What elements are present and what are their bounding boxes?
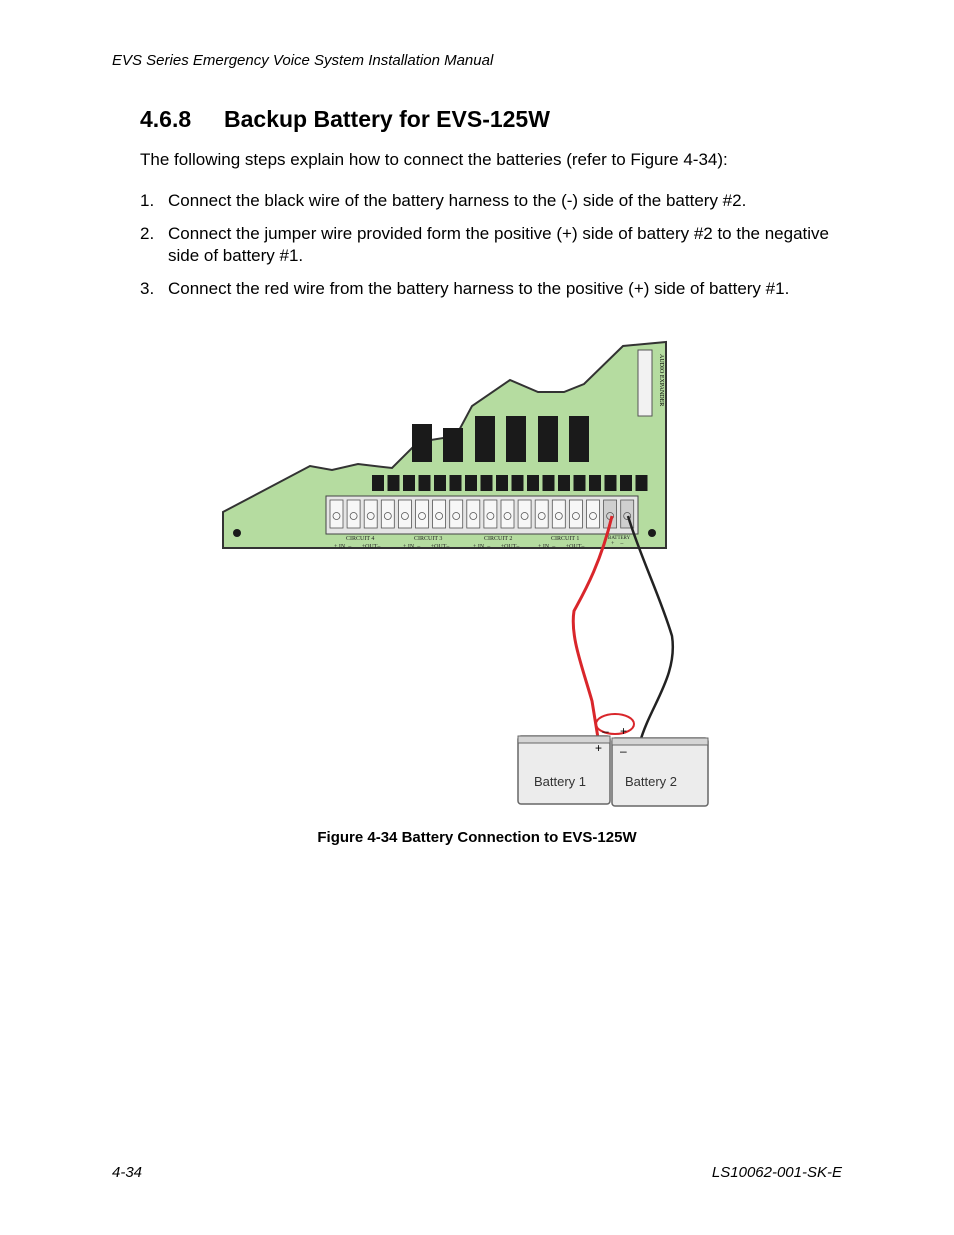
component [574,475,586,491]
component [403,475,415,491]
terminal-screw [381,500,394,528]
pins-label: + IN – +OUT– [473,544,520,550]
terminal-screw [347,500,360,528]
component [372,475,384,491]
audio-expander-header [638,350,652,416]
circuit4-label: CIRCUIT 4 [346,536,375,542]
battery-1-negative-terminal: – [602,724,609,738]
terminal-screw [501,500,514,528]
battery-2-negative-terminal: – [620,744,627,758]
component [605,475,617,491]
component [419,475,431,491]
terminal-screw [330,500,343,528]
step-number: 3. [140,279,155,298]
step-text: Connect the black wire of the battery harness to the (-) side of the battery #2. [168,191,747,210]
battery-terminal-label: BATTERY [608,536,631,541]
terminal-screw [535,500,548,528]
battery-connection-figure [220,336,715,810]
terminal-screw [416,500,429,528]
component [543,475,555,491]
terminal-screw [587,500,600,528]
terminal-screw [552,500,565,528]
step-item [140,190,840,212]
terminal-screw [518,500,531,528]
pins-label: + IN – +OUT– [538,544,585,550]
circuit2-label: CIRCUIT 2 [484,536,513,542]
terminal-screw [364,500,377,528]
battery-1 [518,724,610,804]
battery-2-positive-terminal: + [620,724,628,738]
component [450,475,462,491]
pins-label: + IN – +OUT– [334,544,381,550]
battery-pins-label: + – [611,541,624,547]
manual-header: EVS Series Emergency Voice System Installation Manual [112,52,494,69]
battery-1-positive-terminal: + [595,741,603,755]
terminal-screw [450,500,463,528]
circuit3-label: CIRCUIT 3 [414,536,443,542]
step-number: 1. [140,191,155,210]
component [465,475,477,491]
steps-list [140,190,840,311]
document-number: LS10062-001-SK-E [711,1164,842,1181]
component [481,475,493,491]
figure-caption: Figure 4-34 Battery Connection to EVS-125W [317,829,637,846]
circuit1-label: CIRCUIT 1 [551,536,580,542]
component [636,475,648,491]
audio-expander-label: AUDIO EXPANDER [658,354,664,407]
component [527,475,539,491]
component [512,475,524,491]
step-item [140,223,840,267]
component [496,475,508,491]
intro-paragraph: The following steps explain how to connect the batteries (refer to Figure 4-34): [140,150,728,169]
terminal-screw [433,500,446,528]
mounting-hole [648,529,656,537]
terminal-screw [569,500,582,528]
step-item [140,278,840,300]
pins-label: + IN – +OUT– [403,544,450,550]
component [388,475,400,491]
step-number: 2. [140,224,155,243]
battery-1-label: Battery 1 [534,774,587,789]
step-text: Connect the jumper wire provided form the positive (+) side of battery #2 to the negative side of battery #1. [168,224,829,265]
component [620,475,632,491]
battery-2 [612,724,708,806]
battery-diagram [220,336,715,810]
section-title: Backup Battery for EVS-125W [224,106,550,132]
terminal-screw [398,500,411,528]
component [589,475,601,491]
component [434,475,446,491]
mounting-hole [233,529,241,537]
section-number: 4.6.8 [140,106,192,132]
terminal-screw [484,500,497,528]
section-heading [140,106,550,133]
page-number: 4-34 [112,1164,143,1181]
step-text: Connect the red wire from the battery harness to the positive (+) side of battery #1. [168,279,790,298]
battery-2-label: Battery 2 [625,774,678,789]
component [558,475,570,491]
terminal-screw [467,500,480,528]
black-wire [628,516,673,742]
